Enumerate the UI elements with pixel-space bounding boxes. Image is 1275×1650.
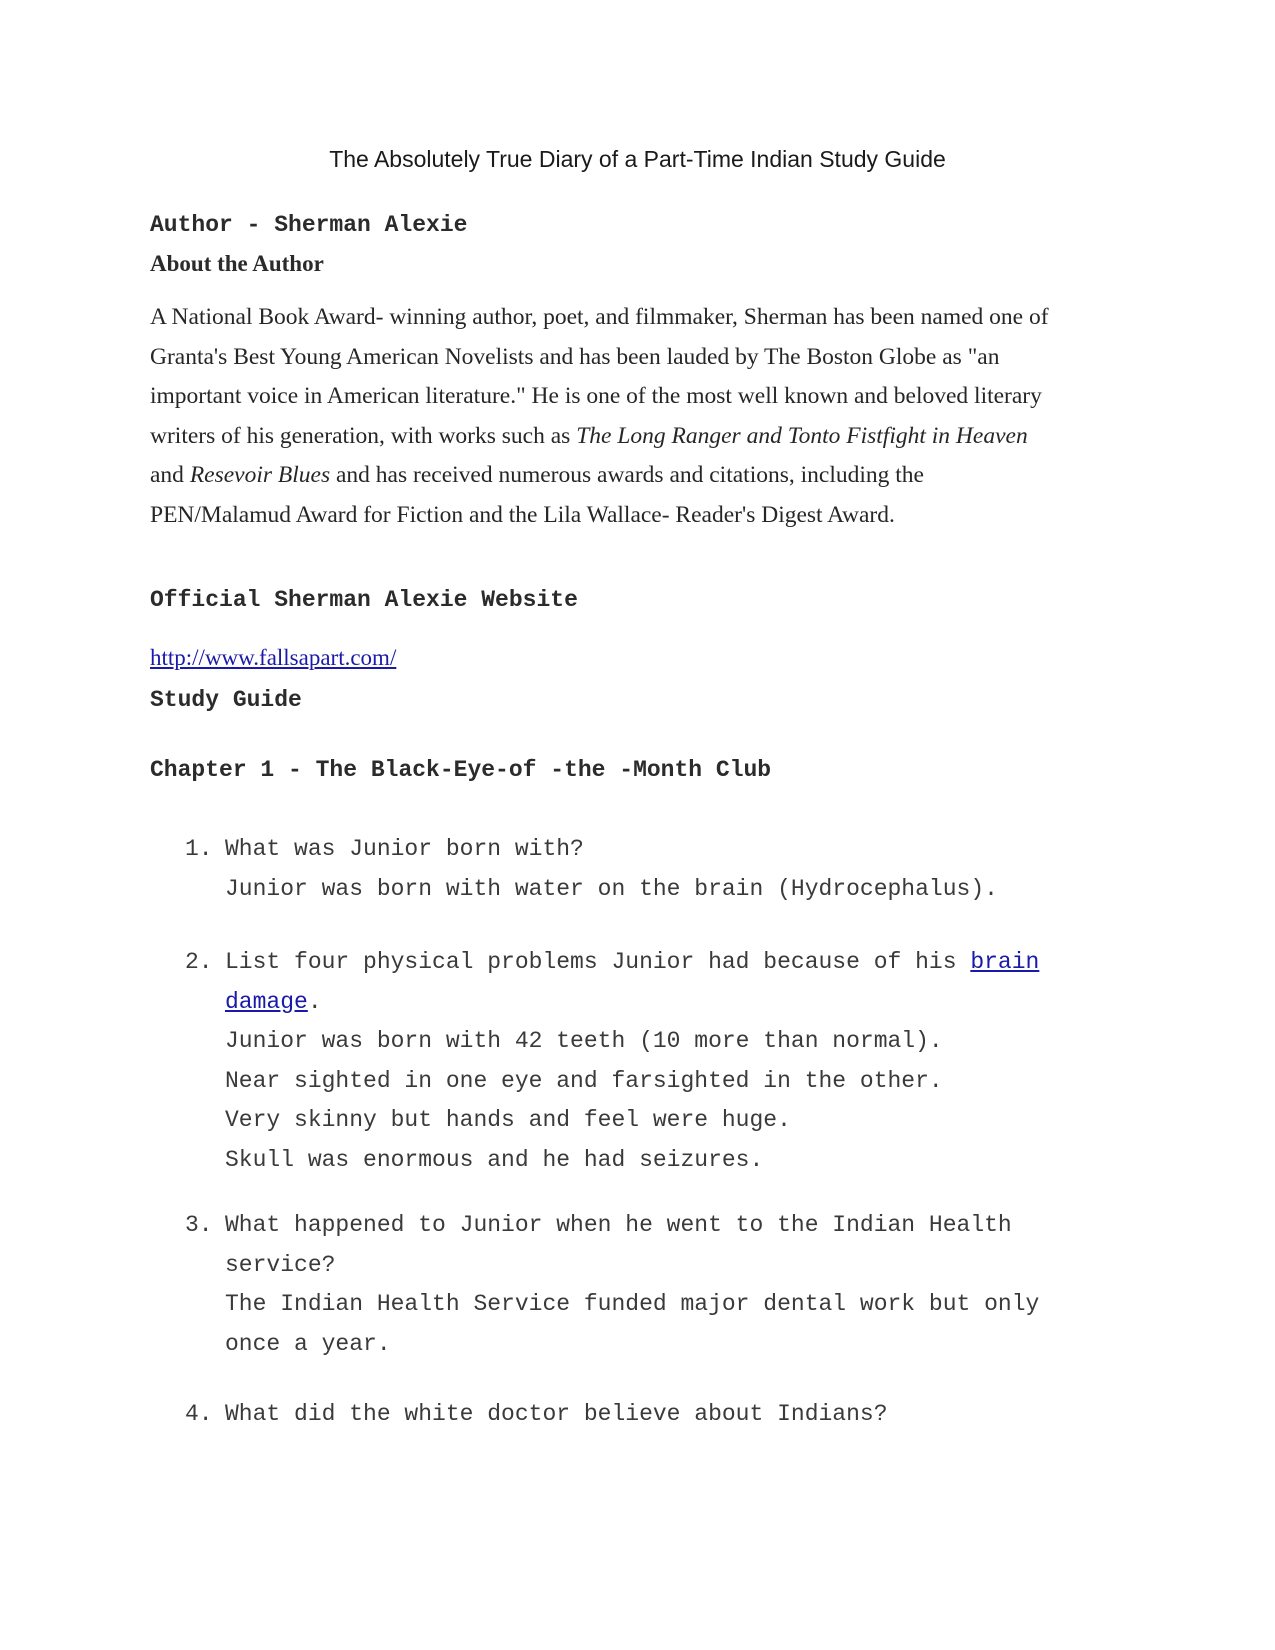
question-item [185, 830, 998, 909]
question-text: What was Junior born with? [225, 836, 584, 862]
author-line: Author - Sherman Alexie [150, 212, 468, 238]
question-text: List four physical problems Junior had because of his [225, 949, 971, 975]
question-number: 2. [185, 949, 213, 975]
bio-line: Granta's Best Young American Novelists and has been lauded by The Boston Globe as "an [150, 343, 1000, 370]
website-heading: Official Sherman Alexie Website [150, 587, 578, 613]
bio-line: A National Book Award- winning author, poet, and filmmaker, Sherman has been named one of [150, 304, 1049, 330]
bio-line: PEN/Malamud Award for Fiction and the Lila Wallace- Reader's Digest Award. [150, 501, 895, 528]
bio-line [150, 456, 1135, 496]
website-link[interactable]: http://www.fallsapart.com/ [150, 645, 397, 670]
answer-text: once a year. [225, 1330, 391, 1357]
brain-damage-link[interactable]: damage [225, 988, 308, 1015]
page-title: The Absolutely True Diary of a Part-Time Indian Study Guide [329, 146, 946, 172]
study-guide-heading: Study Guide [150, 687, 302, 713]
question-item [185, 1395, 888, 1435]
punctuation: . [307, 988, 322, 1015]
answer-text: Junior was born with 42 teeth (10 more than normal). [225, 1028, 943, 1054]
chapter-heading: Chapter 1 - The Black-Eye-of -the -Month Club [150, 757, 772, 783]
question-text: What did the white doctor believe about Indians? [225, 1401, 888, 1427]
question-number: 4. [185, 1401, 213, 1427]
question-text: What happened to Junior when he went to the Indian Health [225, 1212, 1012, 1238]
book-title-resevoir-blues: Resevoir Blues [189, 462, 331, 488]
about-heading: About the Author [150, 251, 324, 276]
question-item [185, 943, 1039, 1180]
brain-damage-link[interactable]: brain [970, 949, 1040, 975]
question-text-continued [185, 983, 1039, 1023]
answer-text: Skull was enormous and he had seizures. [225, 1146, 764, 1173]
bio-line: important voice in American literature." He is one of the most well known and beloved literary [150, 383, 1042, 409]
question-item [185, 1206, 1039, 1364]
bio-line [150, 417, 1135, 457]
bio-text: and [150, 462, 190, 488]
bio-text: and has received numerous awards and citations, including the [330, 462, 924, 488]
answer-text: Near sighted in one eye and farsighted in the other. [225, 1067, 943, 1094]
question-number: 1. [185, 836, 213, 862]
bio-text: writers of his generation, with works such as [150, 422, 577, 449]
answer-text: The Indian Health Service funded major dental work but only [225, 1291, 1040, 1317]
author-bio [150, 298, 1135, 535]
answer-text: Junior was born with water on the brain (Hydrocephalus). [225, 875, 998, 902]
answer-text: Very skinny but hands and feel were huge. [225, 1107, 791, 1133]
book-title-long-ranger: The Long Ranger and Tonto Fistfight in Heaven [576, 422, 1028, 449]
question-text-continued: service? [225, 1251, 336, 1278]
question-number: 3. [185, 1212, 213, 1238]
